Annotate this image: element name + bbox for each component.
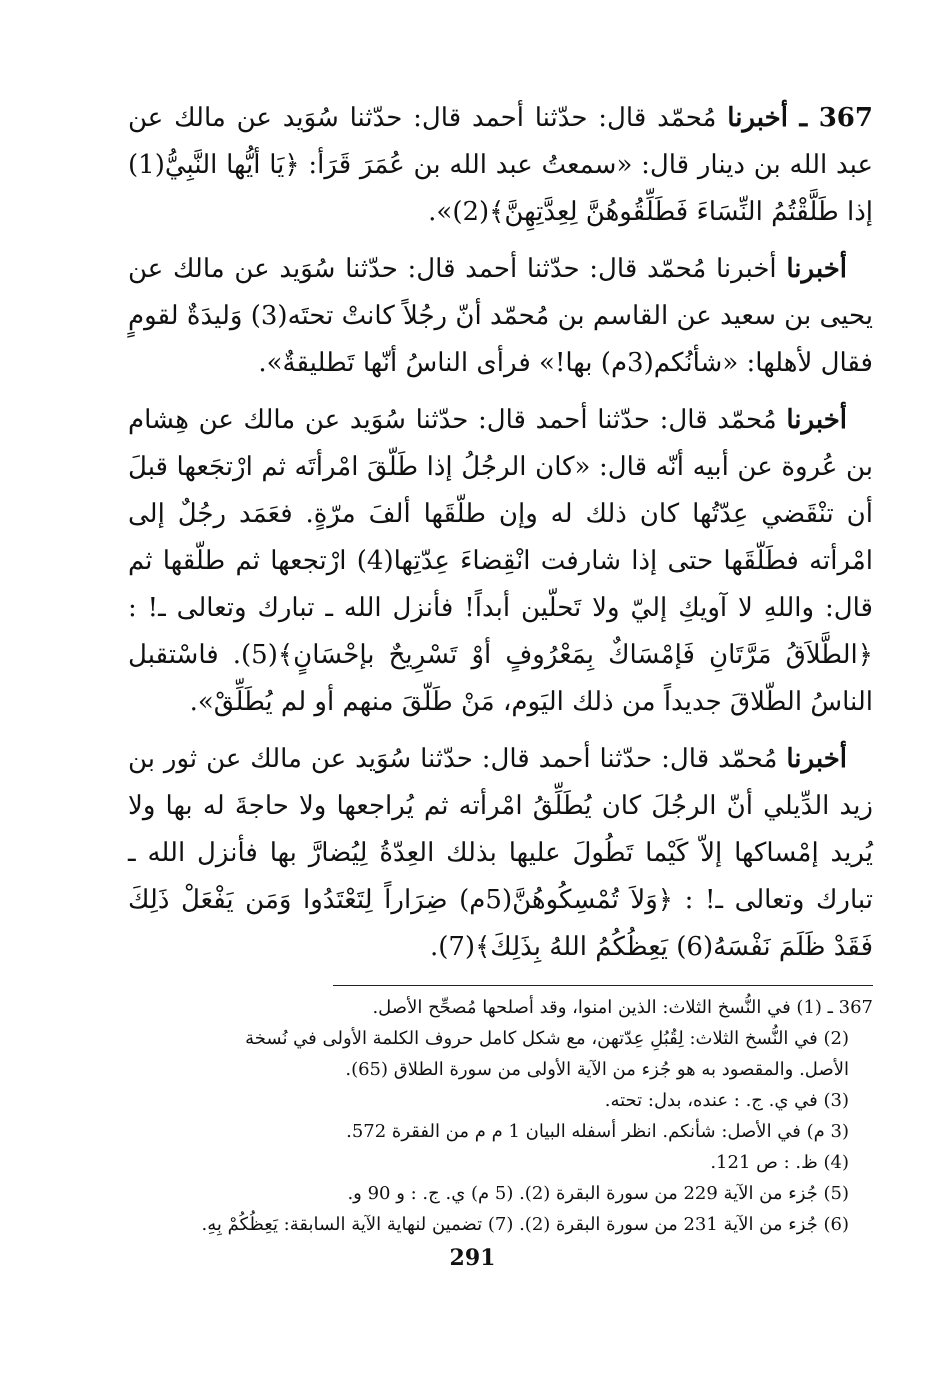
footnote: الأصل. والمقصود به هو جُزء من الآية الأولى من سورة الطلاق (65). <box>345 1059 849 1080</box>
paragraph-2 <box>128 246 873 387</box>
footnote-divider <box>333 985 873 986</box>
footnote: 367 ـ (1) في النُّسخ الثلاث: الذين امنوا، وقد أصلحها مُصحِّح الأصل. <box>372 997 873 1018</box>
footnotes <box>128 992 873 1240</box>
footnote: (5) جُزء من الآية 229 من سورة البقرة (2). (5 م) ي. ج. : و 90 و. <box>347 1183 849 1204</box>
paragraph-3 <box>128 397 873 726</box>
footnote: (3 م) في الأصل: شأنكم. انظر أسفله البيان 1 م م من الفقرة 572. <box>346 1121 849 1142</box>
paragraph-body: مُحمّد قال: حدّثنا أحمد قال: حدّثنا سُوَيد عن مالك عن هِشام بن عُروة عن أبيه أنّه قال: «كان الرجُلُ إذا طَلّقَ امْرأتَه ثم ارْتجَعها قبلَ أن تنْقَضي عِدّتُها كان ذلك له وإن طلّقَها ألفَ مرّةٍ. فعَمَد رجُلٌ إلى امْرأته فطَلّقَها حتى إذا شارفت انْقِضاءَ عِدّتِها(4) ارْتجعها ثم طلّقها ثم قال: واللهِ لا آويكِ إليّ ولا تَحلّين أبداً! فأنزل الله ـ تبارك وتعالى ـ! : ﴿الطَّلاَقُ مَرَّتَانِ فَإمْسَاكٌ بِمَعْرُوفٍ أوْ تَسْرِيحٌ بإحْسَانٍ﴾(5). فاسْتقبل الناسُ الطّلاقَ جديداً من ذلك اليَوم، مَنْ طَلّقَ منهم أو لم يُطَلِّقْ». <box>128 405 874 717</box>
footnote: (3) في ي. ج. : عنده، بدل: تحته. <box>604 1090 849 1111</box>
footnote: (2) في النُّسخ الثلاث: لِقُبُلِ عِدّتهن، مع شكل كامل حروف الكلمة الأولى في نُسخة <box>245 1028 849 1049</box>
paragraph-body: مُحمّد قال: حدّثنا أحمد قال: حدّثنا سُوَيد عن مالك عن ثور بن زيد الدِّيلي أنّ الرجُلَ كان يُطَلِّقُ امْرأته ثم يُراجعها ولا حاجةَ له بها ولا يُريد إمْساكها إلاّ كَيْما تَطُولَ عليها بذلك العِدّةُ لِيُضارَّ بها فأنزل الله ـ تبارك وتعالى ـ! : ﴿وَلاَ تُمْسِكُوهُنَّ(5م) ضِرَاراً لِتَعْتَدُوا وَمَن يَفْعَلْ ذَلِكَ فَقَدْ ظَلَمَ نَفْسَهُ(6) يَعِظُكُمُ اللهُ بِذَلِكَ﴾(7). <box>128 744 873 962</box>
paragraph-lead: أخبرنا <box>786 405 847 435</box>
page-number: 291 <box>449 1245 496 1271</box>
footnote: (6) جُزء من الآية 231 من سورة البقرة (2). (7) تضمين لنهاية الآية السابقة: يَعِظُكُمْ بِهِ. <box>201 1214 849 1235</box>
paragraph-4 <box>128 736 873 971</box>
paragraph-body: أخبرنا مُحمّد قال: حدّثنا أحمد قال: حدّثنا سُوَيد عن مالك عن يحيى بن سعيد عن القاسم بن مُحمّد أنّ رجُلاً كانتْ تحتَه(3) وَليدَةٌ لقومٍ فقال لأهلها: «شأنُكم(3م) بها!» فرأى الناسُ أنّها تَطليقةٌ». <box>128 254 873 378</box>
footnote: (4) ظ. : ص 121. <box>710 1152 849 1173</box>
paragraph-body: مُحمّد قال: حدّثنا أحمد قال: حدّثنا سُوَيد عن مالك عن عبد الله بن دينار قال: «سمعتُ عبد الله بن عُمَرَ قَرَأ: ﴿يَا أيُّها النَّبِيُّ(1) إذا طَلَّقْتُمُ النِّسَاءَ فَطَلِّقُوهُنَّ لِعِدَّتِهِنَّ﴾(2)». <box>128 103 873 227</box>
paragraph-lead: أخبرنا <box>786 744 847 774</box>
paragraph-lead: 367 ـ أخبرنا <box>727 103 873 133</box>
paragraph-367 <box>128 95 873 236</box>
paragraph-lead: أخبرنا <box>786 254 847 284</box>
main-text <box>128 95 873 971</box>
